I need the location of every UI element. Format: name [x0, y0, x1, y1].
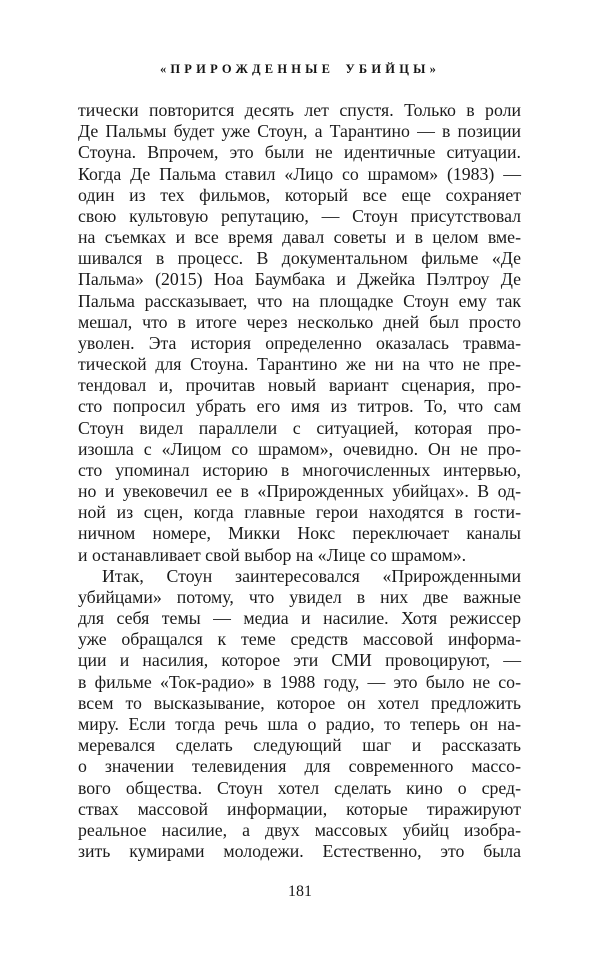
- text-line: ной из сцен, когда главные герои находятся в гости-: [78, 502, 521, 523]
- text-line: шивался в процесс. В документальном фильме «Де: [78, 248, 521, 269]
- text-line: сто упоминал историю в многочисленных интервью,: [78, 459, 521, 480]
- text-line: реальное насилие, а двух массовых убийц изобра-: [78, 819, 521, 840]
- text-line: ции и насилия, которое эти СМИ провоцируют, —: [78, 650, 521, 671]
- text-block: [78, 100, 521, 862]
- text-line: убийцами» потому, что увидел в них две важные: [78, 586, 521, 607]
- text-line: зить кумирами молодежи. Естественно, это была: [78, 841, 521, 862]
- text-line: Пальма» (2015) Ноа Баумбака и Джейка Пэлтроу Де: [78, 269, 521, 290]
- text-line: на съемках и все время давал советы и в целом вме-: [78, 227, 521, 248]
- text-line: Де Пальмы будет уже Стоун, а Тарантино — в позиции: [78, 121, 521, 142]
- text-line: один из тех фильмов, который все еще сохраняет: [78, 184, 521, 205]
- text-line: миру. Если тогда речь шла о радио, то теперь он на-: [78, 713, 521, 734]
- text-line: свою культовую репутацию, — Стоун присутствовал: [78, 205, 521, 226]
- page-number: 181: [288, 883, 312, 900]
- text-line: всем то высказывание, которое он хотел предложить: [78, 692, 521, 713]
- text-line: изошла с «Лицом со шрамом», очевидно. Он не про-: [78, 438, 521, 459]
- text-line: вого общества. Стоун хотел сделать кино о сред-: [78, 777, 521, 798]
- text-line: меревался сделать следующий шаг и рассказать: [78, 735, 521, 756]
- text-line: ствах массовой информации, которые тиражируют: [78, 798, 521, 819]
- text-line: тендовал и, прочитав новый вариант сценария, про-: [78, 375, 521, 396]
- text-line: уже обращался к теме средств массовой информа-: [78, 629, 521, 650]
- text-line: в фильме «Ток-радио» в 1988 году, — это было не со-: [78, 671, 521, 692]
- text-line: мешал, что в итоге через несколько дней был просто: [78, 311, 521, 332]
- text-line: тической для Стоуна. Тарантино же ни на что не пре-: [78, 354, 521, 375]
- text-line: Стоуна. Впрочем, это были не идентичные ситуации.: [78, 142, 521, 163]
- text-line: ничном номере, Микки Нокс переключает каналы: [78, 523, 521, 544]
- text-line: Итак, Стоун заинтересовался «Прирожденными: [102, 565, 521, 586]
- running-header: «ПРИРОЖДЕННЫЕ УБИЙЦЫ»: [159, 62, 441, 76]
- text-line: но и увековечил ее в «Прирожденных убийцах». В од-: [78, 481, 521, 502]
- text-line: и останавливает свой выбор на «Лице со шрамом».: [78, 544, 467, 565]
- text-line: Стоун видел параллели с ситуацией, которая про-: [78, 417, 521, 438]
- text-line: для себя темы — медиа и насилие. Хотя режиссер: [78, 608, 521, 629]
- text-line: уволен. Эта история определенно оказалась травма-: [78, 332, 521, 353]
- text-line: Когда Де Пальма ставил «Лицо со шрамом» (1983) —: [78, 163, 521, 184]
- text-line: о значении телевидения для современного массо-: [78, 756, 521, 777]
- text-line: Пальма рассказывает, что на площадке Стоун ему так: [78, 290, 521, 311]
- text-line: тически повторится десять лет спустя. Только в роли: [78, 100, 521, 120]
- text-line: сто попросил убрать его имя из титров. То, что сам: [78, 396, 521, 417]
